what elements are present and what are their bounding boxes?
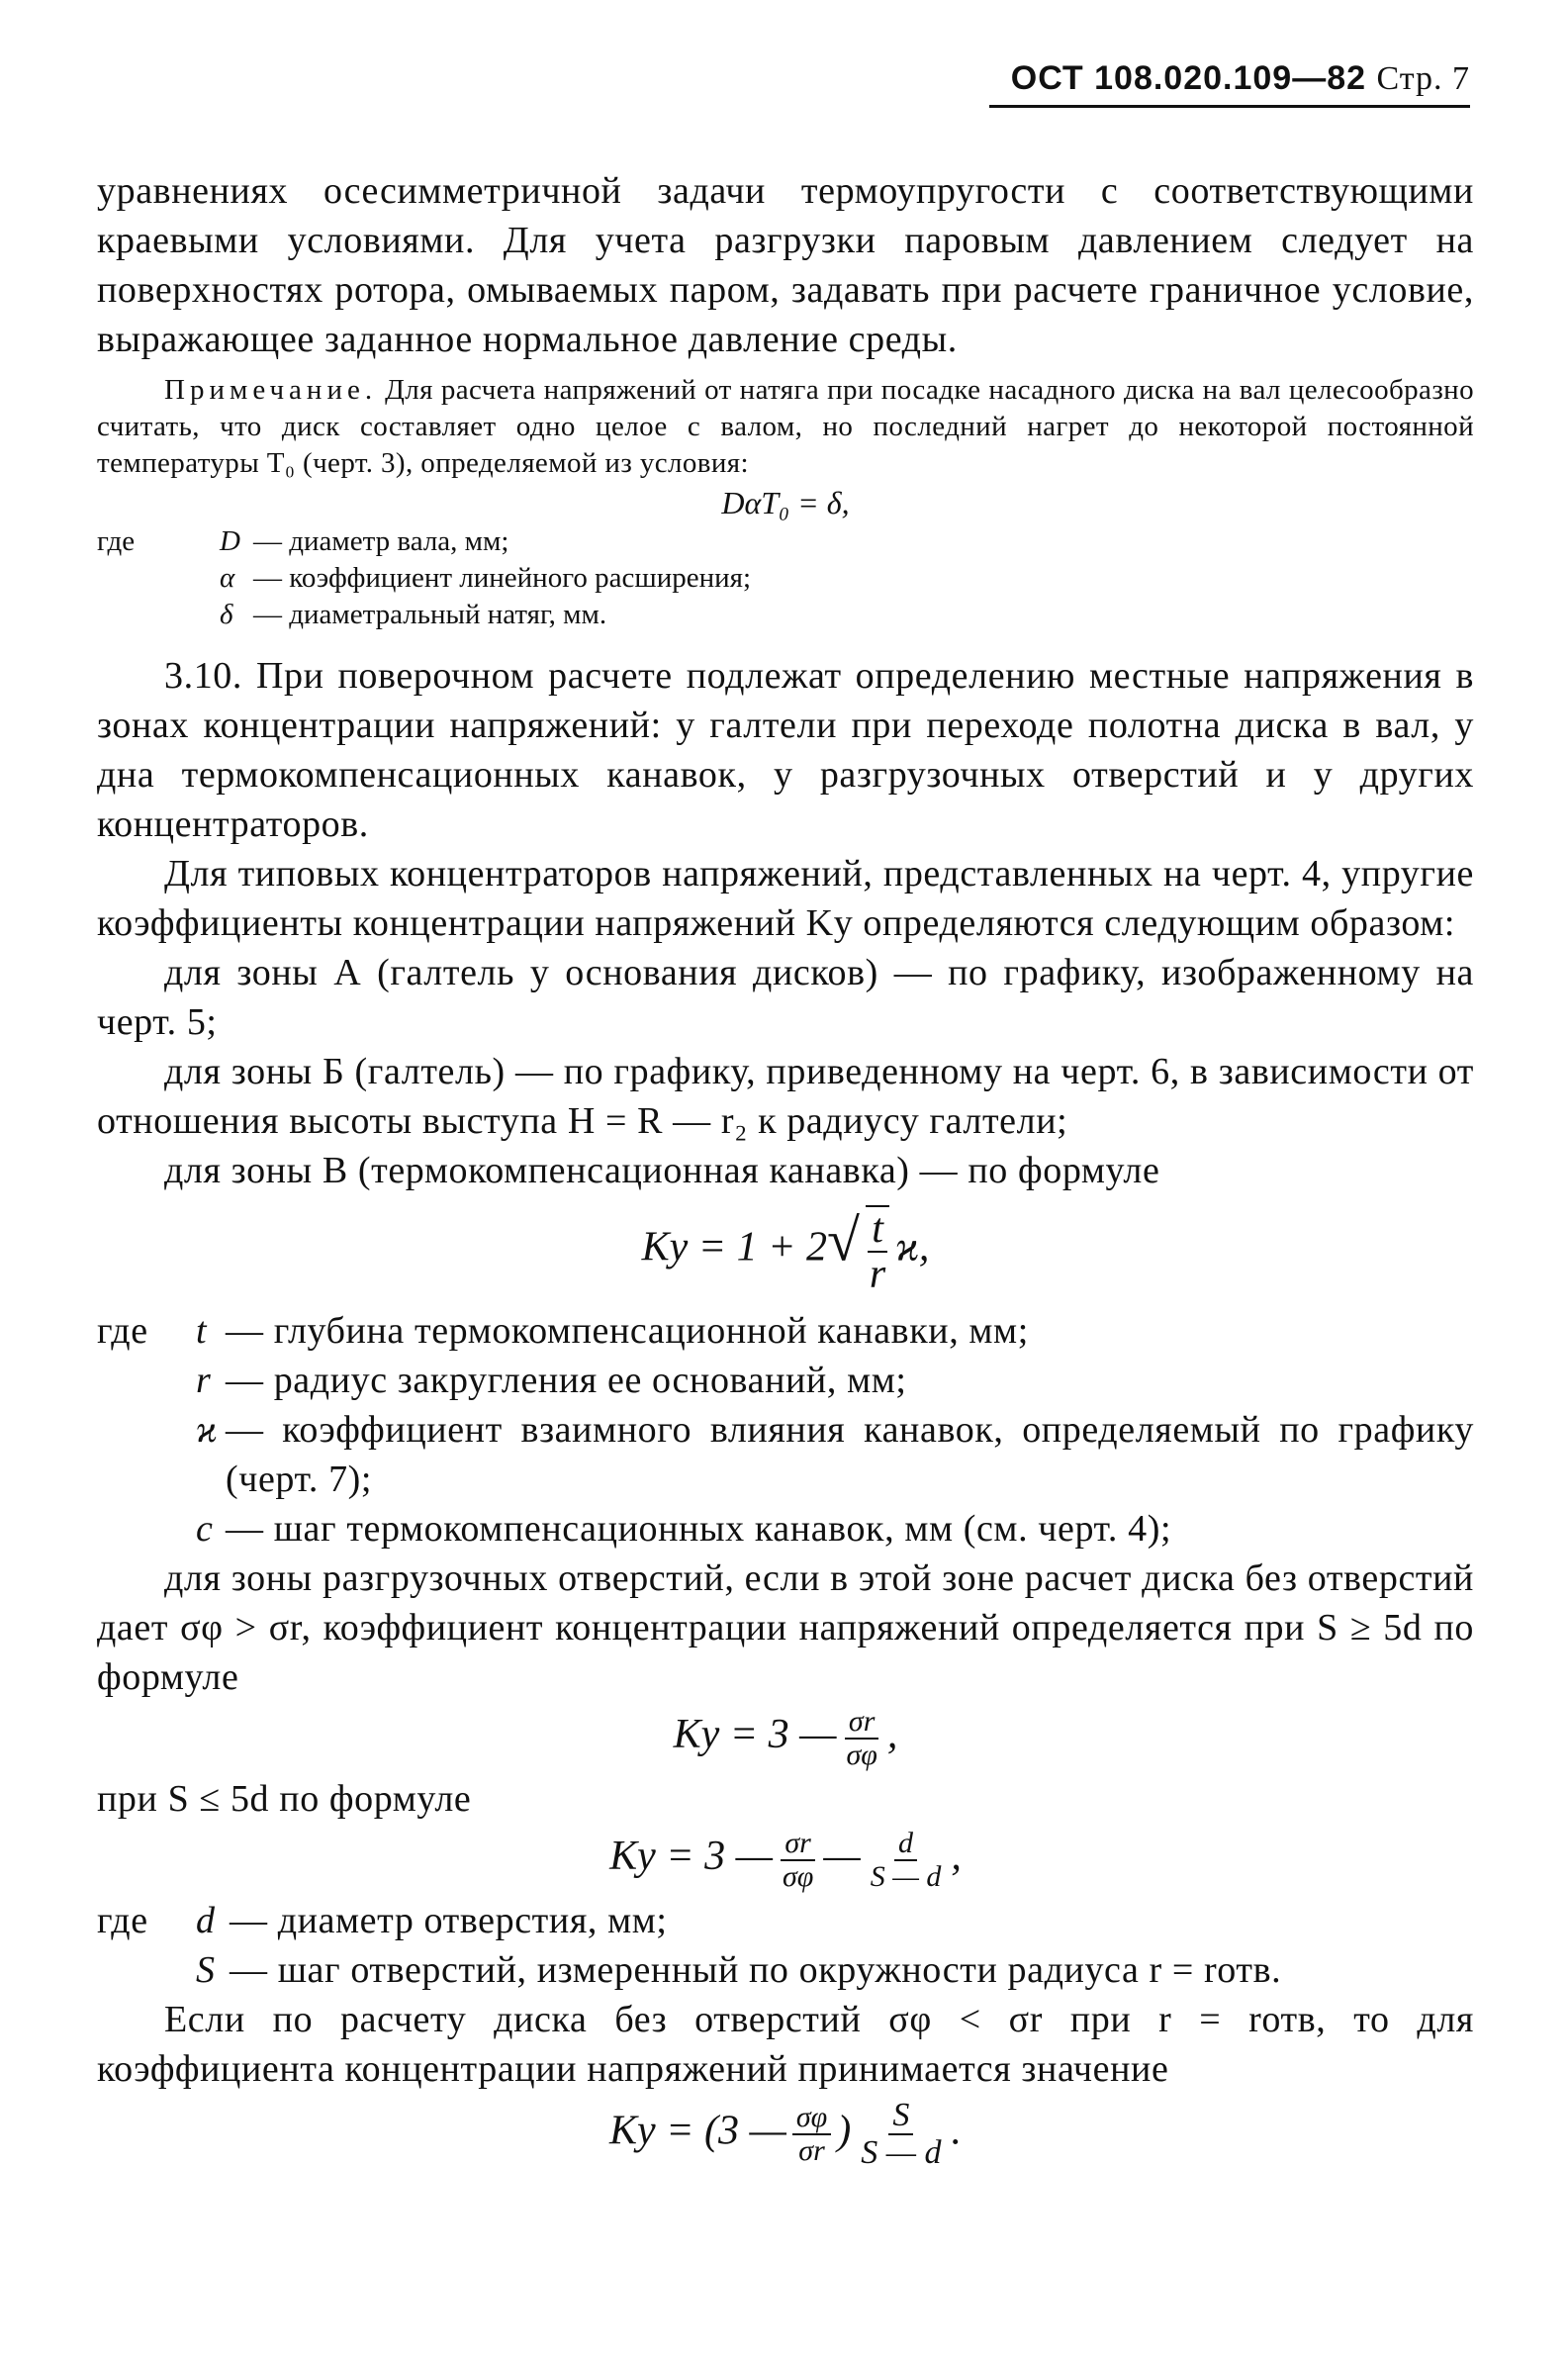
definition-row bbox=[97, 597, 1474, 633]
paragraph-zone-a: для зоны А (галтель у основания дисков) — по графику, изображенному на черт. 5; bbox=[97, 952, 1474, 1043]
definition-lead bbox=[97, 1945, 196, 1995]
formula-holes-small-s bbox=[97, 1828, 1474, 1892]
paragraph-zone-b: для зоны Б (галтель) — по графику, приведенному на черт. 6, в зависимости от отношения высоты выступа H = R — r₂ к радиусу галтели; bbox=[97, 1051, 1474, 1142]
note-definitions bbox=[97, 523, 1474, 633]
paragraph-3-10: 3.10. При поверочном расчете подлежат определению местные напряжения в зонах концентрации напряжений: у галтели при переходе полотна диска в вал, у дна термокомпенсационных канавок, у разгрузочных отверстий и у других концентраторов. bbox=[97, 655, 1474, 845]
definition-lead bbox=[97, 560, 220, 597]
formula-denominator: S — d bbox=[870, 1859, 942, 1893]
definition-symbol: S bbox=[196, 1949, 216, 1992]
formula-denominator: σφ bbox=[846, 1738, 877, 1771]
standard-code: ОСТ 108.020.109—82 bbox=[1010, 59, 1367, 97]
definition-row bbox=[97, 1504, 1474, 1554]
formula-holes-large-s bbox=[97, 1706, 1474, 1770]
definition-symbol: r bbox=[196, 1360, 212, 1402]
paragraph-intro: уравнениях осесимметричной задачи термоупругости с соответствующими краевыми условиями. Для учета разгрузки паровым давлением следует на поверхностях ротора, омываемых паром, задавать при расчете граничное условие, выражающее заданное нормальное давление среды. bbox=[97, 170, 1474, 360]
paragraph-s-less: при S ≤ 5d по формуле bbox=[97, 1778, 472, 1821]
definition-row bbox=[97, 1306, 1474, 1356]
page-header bbox=[989, 59, 1470, 98]
definition-row bbox=[97, 1896, 1474, 1945]
definition-symbol: α bbox=[220, 562, 235, 594]
formula-tail: ϰ, bbox=[895, 1224, 930, 1271]
definition-row bbox=[97, 1945, 1474, 1995]
definition-row bbox=[97, 560, 1474, 597]
definition-lead: где bbox=[97, 1900, 148, 1942]
paragraph-relief-holes: для зоны разгрузочных отверстий, если в этой зоне расчет диска без отверстий дает σφ > σr, коэффициент концентрации напряжений определяется при S ≥ 5d по формуле bbox=[97, 1557, 1474, 1699]
definition-lead: где bbox=[97, 1310, 148, 1353]
definition-symbol: D bbox=[220, 525, 240, 557]
definition-lead bbox=[97, 1356, 196, 1405]
paragraph-typical-concentrators: Для типовых концентраторов напряжений, представленных на черт. 4, упругие коэффициенты концентрации напряжений Kу определяются следующим образом: bbox=[97, 853, 1474, 944]
page-body bbox=[97, 166, 1474, 2175]
definitions-holes bbox=[97, 1896, 1474, 1995]
definition-row bbox=[97, 1356, 1474, 1405]
formula-numerator: S bbox=[888, 2098, 913, 2135]
paragraph-last: Если по расчету диска без отверстий σφ < σr при r = rотв, то для коэффициента концентрации напряжений принимается значение bbox=[97, 1999, 1474, 2091]
note-paragraph bbox=[97, 372, 1474, 482]
paragraph-zone-v: для зоны В (термокомпенсационная канавка) — по формуле bbox=[164, 1150, 1160, 1191]
definition-text: — радиус закругления ее оснований, мм; bbox=[226, 1360, 907, 1402]
formula-operator: — bbox=[823, 1834, 861, 1880]
definition-lead bbox=[97, 1405, 196, 1504]
definition-lead bbox=[97, 597, 220, 633]
definition-text: — диаметральный натяг, мм. bbox=[253, 599, 607, 630]
definition-text: — коэффициент взаимного влияния канавок, определяемый по графику (черт. 7); bbox=[226, 1409, 1474, 1501]
formula-denominator: S — d bbox=[861, 2133, 942, 2171]
definition-symbol: δ bbox=[220, 599, 233, 630]
formula-tail: , bbox=[886, 1712, 898, 1758]
formula-denominator: r bbox=[869, 1252, 886, 1298]
formula-zone-v: Kу = 1 + 2√ $\frac{t}{r}$ ϰ, bbox=[641, 1206, 930, 1298]
definitions-zone-v bbox=[97, 1306, 1474, 1554]
note-heading: Примечание. bbox=[164, 374, 378, 406]
definition-symbol: ϰ bbox=[196, 1409, 218, 1452]
definition-text: — коэффициент линейного расширения; bbox=[253, 562, 752, 594]
definition-symbol: d bbox=[196, 1900, 216, 1942]
definition-text: — диаметр отверстия, мм; bbox=[230, 1900, 668, 1942]
formula-lhs: Kу = 1 + 2 bbox=[641, 1224, 827, 1271]
formula-numerator: σr bbox=[781, 1828, 814, 1861]
formula-lhs: Kу = 3 — bbox=[673, 1712, 837, 1758]
definition-text: — глубина термокомпенсационной канавки, мм; bbox=[226, 1310, 1029, 1353]
definition-row bbox=[97, 1405, 1474, 1504]
page-number: Стр. 7 bbox=[1376, 60, 1470, 97]
formula-denominator: σφ bbox=[782, 1859, 814, 1893]
formula-final bbox=[97, 2098, 1474, 2170]
formula-close-paren: ) bbox=[837, 2108, 852, 2154]
formula-tail: . bbox=[951, 2108, 962, 2154]
formula-numerator: σφ bbox=[792, 2102, 831, 2135]
definition-text: — диаметр вала, мм; bbox=[253, 525, 509, 557]
note-formula: DαT₀ = δ, bbox=[721, 485, 850, 520]
note-text: Для расчета напряжений от натяга при посадке насадного диска на вал целесообразно считать, что диск составляет одно целое с валом, но последний нагрет до некоторой постоянной температуры T₀ (черт. 3), определяемой из условия: bbox=[97, 374, 1474, 479]
definition-lead: где bbox=[97, 525, 136, 557]
header-rule bbox=[989, 105, 1470, 108]
formula-tail: , bbox=[951, 1834, 962, 1880]
definition-row bbox=[97, 523, 1474, 560]
formula-numerator: d bbox=[894, 1828, 917, 1861]
definition-text: — шаг термокомпенсационных канавок, мм (см. черт. 4); bbox=[226, 1508, 1172, 1551]
definition-symbol: t bbox=[196, 1310, 208, 1353]
formula-numerator: σr bbox=[845, 1706, 878, 1740]
formula-lhs: Kу = (3 — bbox=[609, 2108, 786, 2154]
formula-denominator: σr bbox=[798, 2133, 825, 2167]
formula-numerator: t bbox=[868, 1207, 887, 1253]
definition-symbol: c bbox=[196, 1508, 214, 1551]
definition-text: — шаг отверстий, измеренный по окружности радиуса r = rотв. bbox=[230, 1949, 1282, 1992]
definition-lead bbox=[97, 1504, 196, 1554]
formula-lhs: Kу = 3 — bbox=[609, 1834, 773, 1880]
